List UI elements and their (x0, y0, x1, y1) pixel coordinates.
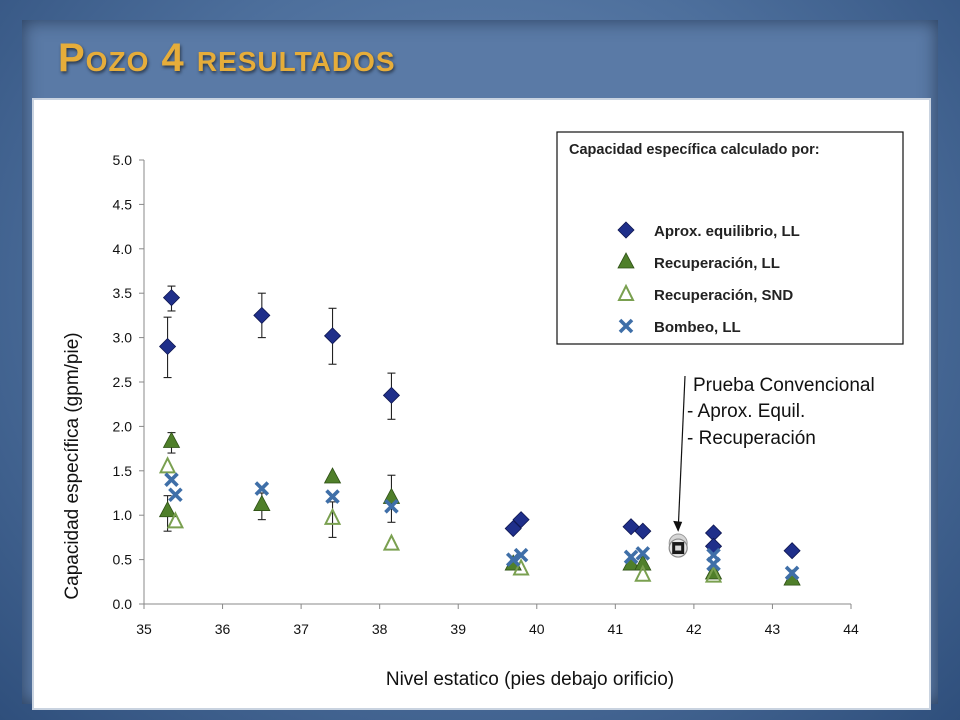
chart-card (32, 98, 931, 710)
point-diamond (383, 387, 399, 403)
legend-label: Recuperación, SND (654, 287, 794, 304)
annotation-arrow-line (678, 376, 685, 530)
point-conventional (669, 534, 687, 557)
y-tick-label: 2.5 (112, 374, 132, 390)
x-tick-label: 39 (450, 621, 467, 637)
annotation-arrow-head (673, 521, 682, 532)
point-triangle (160, 502, 176, 517)
legend-label: Aprox. equilibrio, LL (654, 223, 800, 240)
x-tick-label: 44 (843, 621, 859, 637)
point-diamond (784, 543, 800, 559)
point-triangle (325, 468, 341, 483)
y-axis-title: Capacidad específica (gpm/pie) (62, 332, 83, 600)
annotation-line-2: - Aprox. Equil. (687, 401, 806, 422)
x-tick-label: 40 (528, 621, 545, 637)
y-tick-label: 3.5 (112, 285, 132, 302)
y-tick-label: 0.5 (112, 551, 132, 568)
point-cross (165, 474, 177, 486)
point-triangle-open (384, 536, 398, 550)
point-triangle (163, 432, 179, 447)
legend-label: Bombeo, LL (654, 319, 741, 336)
scatter-chart (34, 100, 929, 708)
conventional-inner (675, 546, 681, 551)
y-tick-label: 4.0 (112, 240, 132, 257)
x-tick-label: 41 (607, 621, 624, 637)
point-triangle-open (161, 458, 175, 472)
annotation-line-3: - Recuperación (687, 428, 816, 449)
point-diamond (325, 328, 341, 344)
y-tick-label: 4.5 (112, 196, 132, 213)
error-bars (164, 286, 396, 537)
point-cross (169, 489, 181, 501)
point-diamond (163, 290, 179, 306)
y-tick-label: 1.0 (112, 507, 132, 524)
point-diamond (160, 338, 176, 354)
annotation (673, 375, 875, 532)
y-tick-label: 2.0 (112, 418, 132, 435)
x-tick-label: 37 (293, 621, 309, 637)
y-tick-label: 0.0 (112, 596, 132, 612)
point-triangle (254, 496, 270, 511)
x-tick-label: 36 (214, 621, 231, 637)
point-cross (327, 491, 339, 503)
legend (557, 132, 903, 344)
x-tick-label: 38 (371, 621, 388, 637)
y-tick-label: 3.0 (112, 329, 132, 346)
x-tick-label: 42 (686, 621, 702, 637)
y-tick-label: 5.0 (112, 152, 132, 168)
x-tick-label: 35 (136, 621, 152, 637)
slide-title: Pozo 4 resultados (58, 36, 396, 80)
x-axis-title: Nivel estatico (pies debajo orificio) (385, 669, 675, 690)
legend-label: Recuperación, LL (654, 255, 780, 272)
x-tick-label: 43 (764, 621, 781, 637)
legend-title: Capacidad específica calculado por: (569, 142, 820, 158)
annotation-line-1: Prueba Convencional (693, 375, 875, 396)
point-diamond (254, 307, 270, 323)
y-tick-label: 1.5 (112, 462, 132, 479)
